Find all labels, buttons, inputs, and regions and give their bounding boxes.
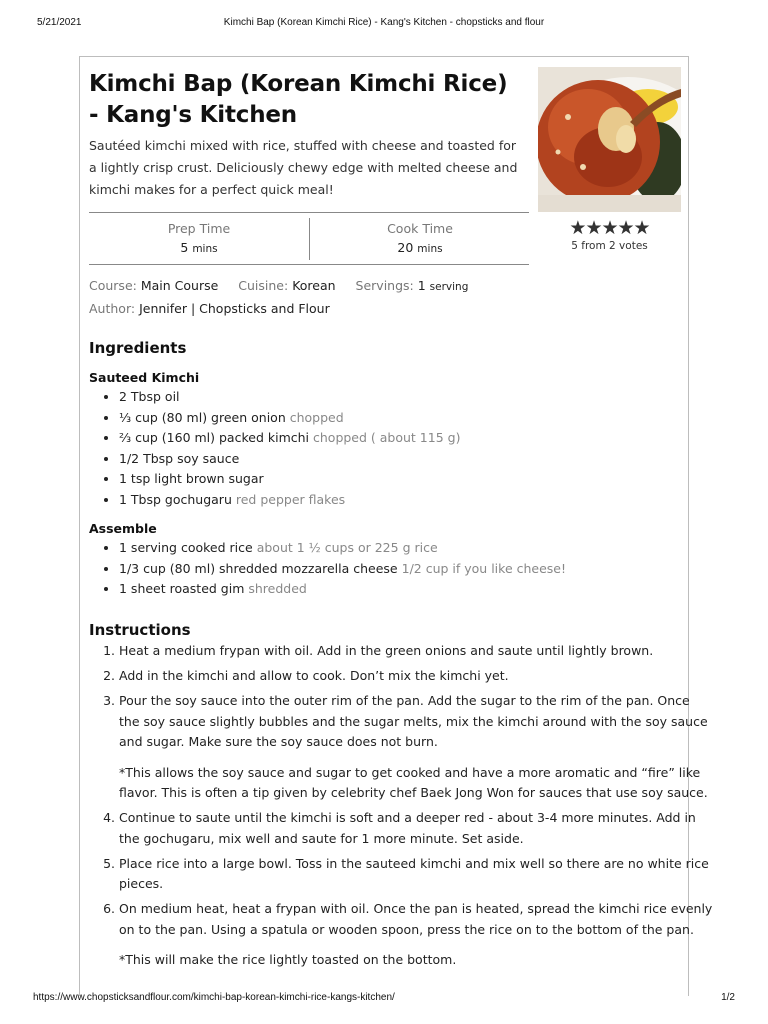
print-page-title: Kimchi Bap (Korean Kimchi Rice) - Kang's Kitchen - chopsticks and flour (223, 17, 545, 28)
rating-votes: 5 from 2 votes (571, 240, 648, 252)
instruction-step: 3. Pour the soy sauce into the outer rim of the pan. Add the sugar to the rim of the pan. Once the soy sauce slightly bubbles and the sugar melts, mix the kimchi around with the soy sauce and sugar. Make sure the soy sauce does not burn. *This allows the soy sauce and sugar to get cooked and have a more aromatic and “fire” like flavor. This is often a tip given by celebrity chef Baek Jong Won for sauces that use soy sauce. (119, 691, 714, 804)
cook-time (309, 218, 530, 260)
recipe-summary: Sautéed kimchi mixed with rice, stuffed with cheese and toasted for a lightly crisp crust. Deliciously chewy edge with melted cheese and kimchi makes for a perfect quick meal! (89, 138, 518, 197)
star-rating-icons[interactable]: ★★★★★ (569, 217, 650, 239)
kimchi-rice-photo-illustration (538, 67, 681, 212)
course-label: Course: (89, 278, 137, 293)
page-url-link[interactable]: https://www.chopsticksandflour.com/kimchi-bap-korean-kimchi-rice-kangs-kitchen/ (33, 992, 395, 1003)
cuisine-value: Korean (292, 278, 336, 293)
cuisine-label: Cuisine: (238, 278, 289, 293)
ingredient-list-sauteed-kimchi (89, 387, 460, 510)
cook-time-label: Cook Time (387, 221, 453, 236)
print-header (0, 17, 768, 33)
cook-time-value: 20 (397, 240, 414, 255)
ingredient-item: • 1 sheet roasted gim shredded (119, 579, 566, 600)
instruction-step: 2. Add in the kimchi and allow to cook. Don’t mix the kimchi yet. (119, 666, 714, 687)
instruction-tip: *This allows the soy sauce and sugar to get cooked and have a more aromatic and “fire” like flavor. This is often a tip given by celebrity chef Baek Jong Won for sauces that use soy sauce. (119, 764, 708, 800)
ingredient-group-title: Sauteed Kimchi (89, 370, 200, 385)
cook-time-value-row (310, 240, 530, 255)
prep-time-value: 5 (180, 240, 189, 255)
ingredient-group-title: Assemble (89, 521, 157, 536)
instruction-step: 1. Heat a medium frypan with oil. Add in the green onions and saute until lightly brown. (119, 641, 714, 662)
recipe-meta-row-2 (89, 298, 539, 320)
course-value: Main Course (140, 278, 219, 293)
ingredient-item: • 1 tsp light brown sugar (119, 469, 460, 490)
servings-label: Servings: (355, 278, 414, 293)
rating (538, 218, 681, 252)
ingredient-item: • 1 Tbsp gochugaru red pepper flakes (119, 490, 460, 511)
author-value: Jennifer | Chopsticks and Flour (139, 301, 330, 316)
recipe-title: Kimchi Bap (Korean Kimchi Rice) - Kang's Kitchen (89, 71, 508, 128)
instruction-step: 4. Continue to saute until the kimchi is soft and a deeper red - about 3-4 more minutes. Add in the gochugaru, mix well and saute for 1 more minute. Set aside. (119, 808, 714, 849)
prep-time-unit: mins (192, 243, 218, 255)
ingredient-item: • 1/2 Tbsp soy sauce (119, 449, 460, 470)
recipe-times (89, 212, 529, 265)
ingredient-item: • 1 serving cooked rice about 1 ½ cups or 225 g rice (119, 538, 566, 559)
ingredient-item: • ⅓ cup (80 ml) green onion chopped (119, 408, 460, 429)
prep-time-value-row (89, 240, 309, 255)
instruction-step: 5. Place rice into a large bowl. Toss in the sauteed kimchi and mix well so there are no white rice pieces. (119, 854, 714, 895)
page-number: 1/2 (721, 992, 735, 1003)
print-date: 5/21/2021 (37, 17, 82, 28)
instruction-step: 6. On medium heat, heat a frypan with oil. Once the pan is heated, spread the kimchi rice evenly on to the pan. Using a spatula or wooden spoon, press the rice on to the bottom of the pan. *This will make the rice lightly toasted on the bottom. (119, 899, 714, 971)
prep-time-label: Prep Time (167, 221, 231, 236)
ingredient-item: • ⅔ cup (160 ml) packed kimchi chopped ( about 115 g) (119, 428, 460, 449)
instructions-heading: Instructions (89, 621, 191, 639)
ingredients-heading: Ingredients (89, 339, 187, 357)
servings-unit: serving (429, 281, 469, 293)
author-label: Author: (89, 301, 136, 316)
servings-value[interactable]: 1 (417, 278, 426, 293)
ingredient-item: • 1/3 cup (80 ml) shredded mozzarella cheese 1/2 cup if you like cheese! (119, 559, 566, 580)
recipe-meta (89, 275, 539, 320)
prep-time (89, 213, 309, 264)
cook-time-unit: mins (417, 243, 443, 255)
ingredient-list-assemble (89, 538, 566, 600)
instruction-tip: *This will make the rice lightly toasted on the bottom. (119, 952, 457, 967)
recipe-photo (538, 67, 681, 212)
ingredient-item: • 2 Tbsp oil (119, 387, 460, 408)
print-footer (0, 992, 768, 1008)
recipe-meta-row-1 (89, 275, 539, 298)
instruction-steps (89, 641, 714, 975)
